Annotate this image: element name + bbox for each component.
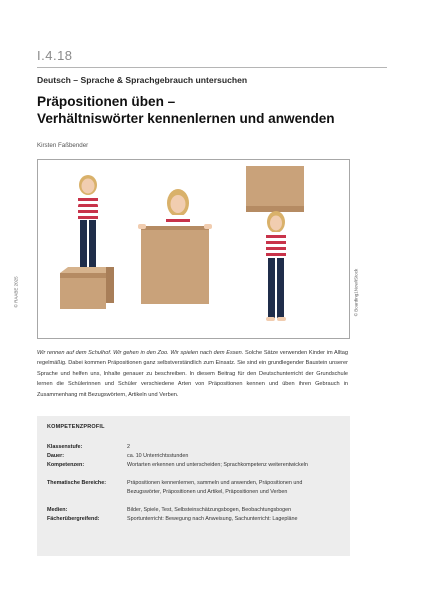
profile-label: Klassenstufe: (47, 444, 83, 450)
profile-value: Bilder, Spiele, Test, Selbsteinschätzungsbogen, Beobachtungsbogen (127, 507, 292, 513)
intro-text: Solche Sätze verwenden Kinder im Alltag regelmäßig. Dabei kommen Präpositionen ganz selbstverständlich zum Einsatz. Sie sind ein grundlegender Baustein unserer Sprache und helfen uns, Inhalte genauer zu beschreiben. In diesem Beitrag für den Deutschunterricht der Grundschule lernen die Schülerinnen und Schüler verschiedene Arten von Präpositionen kennen und üben ihren Gebrauch in Zusammenhang mit Bezugswörtern, Artikeln und Verben. (37, 350, 349, 398)
profile-value: ca. 10 Unterrichtsstunden (127, 453, 189, 459)
photo-illustration (38, 160, 350, 339)
competence-profile (37, 416, 350, 556)
header-rule (37, 67, 387, 68)
intro-paragraph (37, 348, 348, 400)
girl-under-box (246, 166, 304, 321)
girl-in-box (138, 189, 212, 304)
cover-photo (37, 159, 350, 339)
copyright-right: © Boarding1Now/iStock (353, 268, 359, 317)
girl-on-box (60, 175, 114, 309)
copyright-left: © RAABE 2025 (13, 276, 19, 308)
profile-label: Kompetenzen: (47, 462, 85, 468)
unit-code: I.4.18 (37, 48, 73, 63)
profile-label: Dauer: (47, 453, 65, 459)
title-line-1: Präpositionen üben – (37, 94, 176, 109)
profile-value: Präpositionen kennenlernen, sammeln und anwenden, Präpositionen und Bezugswörter, Präpositionen und Artikel, Präpositionen und Verben (127, 480, 303, 495)
subject-line: Deutsch – Sprache & Sprachgebrauch untersuchen (37, 75, 248, 85)
profile-heading: KOMPETENZPROFIL (47, 424, 105, 430)
profile-value: Sportunterricht: Bewegung nach Anweisung, Sachunterricht: Lagepläne (127, 516, 298, 522)
profile-label: Thematische Bereiche: (47, 480, 107, 486)
profile-value: Wortarten erkennen und unterscheiden; Sprachkompetenz weiterentwickeln (127, 462, 308, 468)
profile-label: Fächerübergreifend: (47, 516, 100, 522)
intro-italic: Wir rennen auf dem Schulhof. Wir gehen in den Zoo. Wir spielen nach dem Essen. (37, 350, 244, 356)
title-line-2: Verhältniswörter kennenlernen und anwenden (37, 111, 335, 126)
profile-label: Medien: (47, 507, 68, 513)
page-title (37, 93, 335, 127)
profile-value: 2 (127, 444, 130, 450)
author: Kirsten Faßbender (37, 142, 89, 149)
